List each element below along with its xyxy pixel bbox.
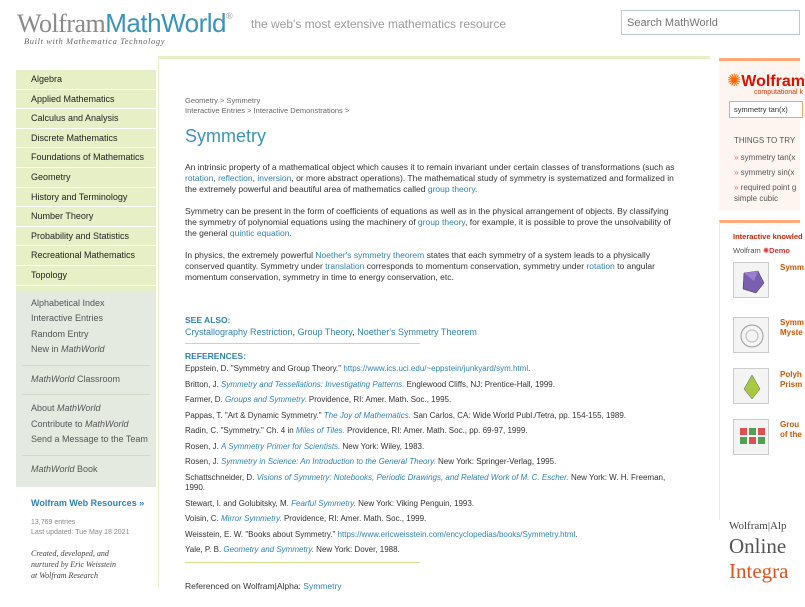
demo-title[interactable]: Symm Myste xyxy=(780,318,805,337)
site-stats xyxy=(16,518,156,538)
reference-link[interactable]: The Joy of Mathematics. xyxy=(323,410,411,420)
polyhedron-icon xyxy=(734,263,770,299)
demo-title[interactable]: Grou of the xyxy=(780,420,802,439)
nav-topic-recreational-mathematics[interactable]: Recreational Mathematics xyxy=(16,246,156,266)
nav-classroom-suffix: Classroom xyxy=(74,373,121,384)
demo-thumbnail-prism[interactable] xyxy=(733,368,769,404)
demo-star-icon: ✺ xyxy=(762,246,770,255)
link-translation[interactable]: translation xyxy=(325,261,365,271)
nav-mathworld-book[interactable] xyxy=(16,462,156,478)
nav-book-suffix: Book xyxy=(74,463,98,474)
reference-item: Britton, J. Symmetry and Tessellations: Investigating Patterns. Englewood Cliffs, NJ: Prentice-Hall, 1999. xyxy=(185,379,555,389)
suggestion-item[interactable]: » required point g xyxy=(734,183,797,192)
breadcrumb-geometry[interactable]: Geometry xyxy=(185,96,218,105)
physics-paragraph: In physics, the extremely powerful Noether's symmetry theorem states that each symmetry of a system leads to a physically conserved quantity. Symmetry under translation corresponds to momentum conservation, symmetry under rotation to angular momentum conservation, symmetry in time to energy conservation, etc. xyxy=(185,250,655,282)
see-also-group-theory[interactable]: Group Theory xyxy=(297,327,353,337)
wolfram-alpha-subtitle: computational k xyxy=(754,89,804,96)
reference-item: Pappas, T. "Art & Dynamic Symmetry." The Joy of Mathematics. San Carlos, CA: Wide World Publ./Tetra, pp. 154-155, 1989. xyxy=(185,410,626,420)
references-heading: REFERENCES: xyxy=(185,351,246,361)
nav-topic-number-theory[interactable]: Number Theory xyxy=(16,207,156,227)
link-group-theory[interactable]: group theory xyxy=(427,184,475,194)
credit-line: Created, developed, and xyxy=(31,549,109,559)
nav-classroom-mw: MathWorld xyxy=(31,373,75,384)
header xyxy=(0,0,800,50)
breadcrumb-separator: > xyxy=(245,106,254,115)
references-section xyxy=(185,351,680,556)
nav-send-message[interactable]: Send a Message to the Team xyxy=(31,434,148,445)
breadcrumb xyxy=(185,96,680,116)
wolfram-alpha-input[interactable]: symmetry tan(x) xyxy=(729,101,803,118)
wolfram-alpha-logo[interactable]: ✺Wolfram xyxy=(727,71,805,90)
reference-link[interactable]: Visions of Symmetry: Notebooks, Periodic Drawings, and Related Work of M. C. Escher. xyxy=(256,472,569,482)
link-reflection[interactable]: reflection xyxy=(218,173,253,183)
reference-item: Radin, C. "Symmetry." Ch. 4 in Miles of Tiles. Providence, RI: Amer. Math. Soc., pp. 69-97, 1999. xyxy=(185,426,528,435)
demo-thumbnail-circle[interactable] xyxy=(733,317,769,353)
promo-line-3: Integra xyxy=(729,559,789,583)
demo-title[interactable]: Symm xyxy=(780,263,805,272)
reference-item: Yale, P. B. Geometry and Symmetry. New York: Dover, 1988. xyxy=(185,545,400,554)
nav-topic-algebra[interactable]: Algebra xyxy=(16,70,156,90)
see-also-crystallography-restriction[interactable]: Crystallography Restriction xyxy=(185,327,293,337)
section-divider xyxy=(185,343,420,344)
see-also-heading: SEE ALSO: xyxy=(185,315,231,325)
section-divider xyxy=(185,562,420,563)
left-navigation xyxy=(16,70,156,588)
nav-random-entry[interactable]: Random Entry xyxy=(31,328,89,339)
prism-icon xyxy=(734,369,770,405)
nav-divider xyxy=(22,358,150,366)
suggestion-item-cont[interactable]: simple cubic xyxy=(734,194,779,203)
credit-line: at Wolfram Research xyxy=(31,571,98,581)
bullet-icon: » xyxy=(734,168,741,177)
breadcrumb-symmetry[interactable]: Symmetry xyxy=(226,96,261,105)
nav-mathworld-classroom[interactable] xyxy=(16,372,156,388)
see-also-section xyxy=(185,315,680,337)
link-group-theory[interactable]: group theory xyxy=(417,217,466,227)
reference-link[interactable]: Geometry and Symmetry. xyxy=(223,545,314,554)
reference-item: Voisin, C. Mirror Symmetry. Providence, RI: Amer. Math. Soc., 1999. xyxy=(185,514,427,523)
topic-list xyxy=(16,70,156,286)
breadcrumb-separator: > xyxy=(217,96,227,105)
nav-new-in-prefix: New in xyxy=(31,344,62,355)
reference-link[interactable]: https://www.ericweisstein.com/encyclopedias/books/Symmetry.html xyxy=(337,529,576,539)
search-input[interactable] xyxy=(622,11,799,34)
circle-pattern-icon xyxy=(734,318,770,354)
nav-contribute-prefix: Contribute to xyxy=(31,418,86,429)
breadcrumb-interactive-entries[interactable]: Interactive Entries xyxy=(185,106,246,115)
nav-about-mathworld[interactable] xyxy=(16,401,156,417)
promo-line-1: Wolfram|Alp xyxy=(729,520,787,532)
reference-link[interactable]: Symmetry and Tessellations: Investigating Patterns. xyxy=(221,379,405,389)
nav-contribute[interactable] xyxy=(16,417,156,433)
see-also-links: Crystallography Restriction, Group Theory, Noether's Symmetry Theorem xyxy=(185,327,477,337)
see-also-noethers-theorem[interactable]: Noether's Symmetry Theorem xyxy=(357,327,477,337)
breadcrumb-separator: > xyxy=(342,106,350,115)
nav-contribute-mw: MathWorld xyxy=(85,418,129,429)
reference-item: Rosen, J. Symmetry in Science: An Introduction to the General Theory. New York: Springer-Verlag, 1995. xyxy=(185,457,557,466)
nav-divider xyxy=(22,387,150,395)
reference-link[interactable]: https://www.ics.uci.edu/~eppstein/junkyard/sym.html xyxy=(343,364,529,373)
nav-new-in-mathworld[interactable] xyxy=(16,342,156,358)
logo-trademark: ® xyxy=(226,11,233,21)
logo-subtitle: Built with Mathematica Technology xyxy=(24,36,166,46)
entries-count: 13,769 entries xyxy=(31,519,76,527)
logo-wolfram-text: Wolfram xyxy=(17,9,106,38)
nav-divider xyxy=(22,448,150,456)
grid-pattern-icon xyxy=(734,420,770,456)
nav-topic-history-and-terminology[interactable]: History and Terminology xyxy=(16,188,156,208)
reference-link[interactable]: Fearful Symmetry. xyxy=(291,498,356,508)
credit-line: nurtured by Eric Weisstein xyxy=(31,560,116,570)
demonstrations-heading: Interactive knowled xyxy=(733,232,803,241)
page-title: Symmetry xyxy=(185,126,266,146)
mathworld-logo[interactable] xyxy=(17,8,233,39)
equations-paragraph: Symmetry can be present in the form of coefficients of equations as well as in the physical arrangement of objects. By classifying the symmetry of polynomial equations using the machinery of group theory, for example, it is possible to prove the unsolvability of the general quintic equation. xyxy=(185,206,671,238)
nav-about-mw: MathWorld xyxy=(57,403,101,414)
demo-title[interactable]: Polyh Prism xyxy=(780,370,803,389)
demonstrations-box xyxy=(719,220,805,520)
nav-interactive-entries[interactable]: Interactive Entries xyxy=(31,313,104,324)
demo-thumbnail-grid[interactable] xyxy=(733,419,769,455)
nav-book-mw: MathWorld xyxy=(31,463,75,474)
reference-link[interactable]: Mirror Symmetry. xyxy=(221,514,282,523)
nav-new-in-mw: MathWorld xyxy=(61,344,105,355)
bullet-icon: » xyxy=(734,153,741,162)
suggestion-item[interactable]: » symmetry sin(x xyxy=(734,168,795,177)
link-noethers-theorem[interactable]: Noether's symmetry theorem xyxy=(315,250,425,260)
referenced-link[interactable]: Symmetry xyxy=(303,580,342,591)
suggestion-item[interactable]: » symmetry tan(x xyxy=(734,153,796,162)
logo-mathworld-text: MathWorld xyxy=(105,8,226,38)
reference-item: Schattschneider, D. Visions of Symmetry: Notebooks, Periodic Drawings, and Related Work of M. C. Escher. New York: W. H. Freeman, 1990. xyxy=(185,472,666,492)
main-content xyxy=(158,56,710,591)
wolfram-web-resources-link[interactable]: Wolfram Web Resources » xyxy=(31,498,145,509)
reference-item: Eppstein, D. "Symmetry and Group Theory." https://www.ics.uci.edu/~eppstein/junkyard/sym.html. xyxy=(185,364,531,373)
wolfram-alpha-promo[interactable] xyxy=(729,520,788,584)
nav-alphabetical-index[interactable]: Alphabetical Index xyxy=(31,297,105,308)
definition-paragraph: An intrinsic property of a mathematical object which causes it to remain invariant under certain classes of transformations (such as rotation, reflection, inversion, or more abstract operations). The mathematical study of symmetry is systematized and formalized in the extremely powerful and beautiful area of mathematics called group theory. xyxy=(185,162,675,194)
search-box[interactable] xyxy=(621,10,800,35)
wolfram-star-icon: ✺ xyxy=(727,71,742,90)
nav-topic-applied-mathematics[interactable]: Applied Mathematics xyxy=(16,90,156,110)
link-inversion[interactable]: inversion xyxy=(257,173,292,183)
things-to-try-heading: THINGS TO TRY xyxy=(734,136,796,145)
demo-thumbnail-polyhedron[interactable] xyxy=(733,262,769,298)
reference-link[interactable]: Groups and Symmetry. xyxy=(225,395,307,404)
reference-link[interactable]: Symmetry in Science: An Introduction to the General Theory. xyxy=(221,457,436,466)
reference-link[interactable]: A Symmetry Primer for Scientists. xyxy=(221,441,341,451)
right-sidebar xyxy=(719,58,805,588)
promo-line-2: Online xyxy=(729,534,787,558)
reference-item: Stewart, I. and Golubitsky, M. Fearful Symmetry. New York: Viking Penguin, 1993. xyxy=(185,498,475,508)
bullet-icon: » xyxy=(734,183,741,192)
link-rotation[interactable]: rotation xyxy=(586,261,615,271)
breadcrumb-interactive-demos[interactable]: Interactive Demonstrations xyxy=(253,106,343,115)
tagline: the web's most extensive mathematics resource xyxy=(251,17,507,31)
nav-topic-topology[interactable]: Topology xyxy=(16,266,156,286)
nav-topic-geometry[interactable]: Geometry xyxy=(16,168,156,188)
reference-link[interactable]: Miles of Tiles. xyxy=(295,426,345,435)
credit-text xyxy=(16,548,156,581)
link-rotation[interactable]: rotation xyxy=(185,173,214,183)
nav-topic-foundations-of-mathematics[interactable]: Foundations of Mathematics xyxy=(16,148,156,168)
nav-extra-links xyxy=(16,292,156,488)
nav-topic-calculus-and-analysis[interactable]: Calculus and Analysis xyxy=(16,109,156,129)
nav-about-prefix: About xyxy=(31,403,58,414)
reference-item: Rosen, J. A Symmetry Primer for Scientists. New York: Wiley, 1983. xyxy=(185,441,425,451)
reference-item: Weisstein, E. W. "Books about Symmetry." https://www.ericweisstein.com/encyclopedias/books/Symmetry.html. xyxy=(185,529,578,539)
demonstrations-subheading: Wolfram ✺Demo xyxy=(733,246,791,255)
nav-topic-discrete-mathematics[interactable]: Discrete Mathematics xyxy=(16,129,156,149)
last-updated: Last updated: Tue May 18 2021 xyxy=(31,529,130,537)
wolfram-alpha-box xyxy=(719,58,805,210)
link-quintic-equation[interactable]: quintic equation xyxy=(229,228,290,238)
referenced-on-wolfram-alpha: Referenced on Wolfram|Alpha: Symmetry xyxy=(185,580,342,591)
reference-item: Farmer, D. Groups and Symmetry. Providence, RI: Amer. Math. Soc., 1995. xyxy=(185,395,452,404)
nav-topic-probability-and-statistics[interactable]: Probability and Statistics xyxy=(16,227,156,247)
